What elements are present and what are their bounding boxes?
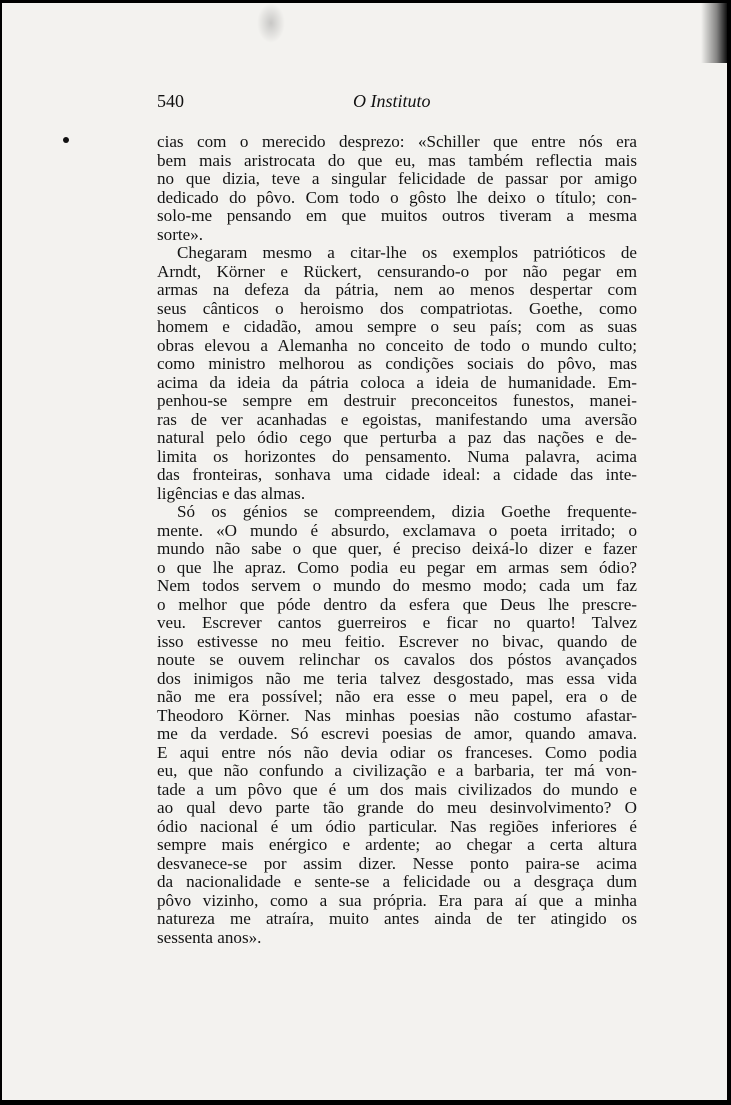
text-line: noute se ouvem relinchar os cavalos dos póstos avançados — [157, 650, 637, 669]
text-line: ligências e das almas. — [157, 483, 306, 503]
scan-edge-shadow — [701, 3, 727, 63]
text-line: sorte». — [157, 224, 204, 244]
text-line: sessenta anos». — [157, 927, 262, 947]
page-header — [157, 91, 635, 117]
text-line: solo-me pensando em que muitos outros tiveram a mesma — [157, 206, 637, 225]
text-line: natural pelo ódio cego que perturba a paz das nações e de- — [157, 428, 637, 447]
text-line: me da verdade. Só escrevi poesias de amor, quando amava. — [157, 724, 637, 743]
margin-dot — [63, 137, 69, 143]
text-line: Só os génios se compreendem, dizia Goethe frequente- — [177, 502, 637, 521]
text-line: o melhor que póde dentro da esfera que Deus lhe prescre- — [157, 594, 637, 614]
text-line: dedicado do pôvo. Com todo o gôsto lhe deixo o título; con- — [157, 187, 637, 207]
text-line: pôvo vizinho, como a sua própria. Era para aí que a minha — [157, 890, 637, 910]
text-line: sempre mais enérgico e ardente; ao chegar a certa altura — [157, 835, 637, 854]
text-line: natureza me atraíra, muito antes ainda de ter atingido os — [157, 909, 637, 928]
text-line: cias com o merecido desprezo: «Schiller que entre nós era — [157, 132, 637, 151]
text-line: eu, que não confundo a civilização e a barbaria, ter má von- — [157, 761, 637, 780]
scanned-page — [2, 3, 727, 1100]
text-line: Chegaram mesmo a citar-lhe os exemplos patrióticos de — [177, 243, 637, 262]
text-line: desvanece-se por assim dizer. Nesse ponto paira-se acima — [157, 853, 637, 873]
text-line: mundo não sabe o que quer, é preciso deixá-lo dizer e fazer — [157, 539, 637, 558]
text-line: limita os horizontes do pensamento. Numa palavra, acima — [157, 446, 637, 466]
text-line: Theodoro Körner. Nas minhas poesias não costumo afastar- — [157, 705, 637, 725]
text-line: no que dizia, teve a singular felicidade de passar por amigo — [157, 169, 637, 188]
text-line: bem mais aristrocata do que eu, mas também reflectia mais — [157, 150, 637, 170]
text-line: Arndt, Körner e Rückert, censurando-o por não pegar em — [157, 261, 637, 281]
text-line: Nem todos servem o mundo do mesmo modo; cada um faz — [157, 576, 637, 595]
scan-smudge — [257, 3, 285, 43]
text-line: da nacionalidade e sente-se a felicidade ou a desgraça dum — [157, 872, 637, 891]
text-line: ras de ver acanhadas e egoistas, manifestando uma aversão — [157, 409, 637, 429]
text-line: não me era possível; não era esse o meu papel, era o de — [157, 687, 637, 706]
body-text — [157, 133, 637, 947]
text-line: como ministro melhorou as condições sociais do pôvo, mas — [157, 354, 637, 373]
text-line: seus cânticos o heroismo dos compatriotas. Goethe, como — [157, 298, 637, 318]
text-line: obras elevou a Alemanha no conceito de todo o mundo culto; — [157, 335, 637, 355]
text-line: das fronteiras, sonhava uma cidade ideal: a cidade das inte- — [157, 465, 637, 484]
text-line: tade a um pôvo que é um dos mais civilizados do mundo e — [157, 779, 637, 799]
page-number: 540 — [157, 91, 184, 111]
text-line: veu. Escrever cantos guerreiros e ficar no quarto! Talvez — [157, 613, 637, 632]
text-line: homem e cidadão, amou sempre o seu país; com as suas — [157, 317, 637, 336]
text-line: penhou-se sempre em destruir preconceitos funestos, manei- — [157, 391, 637, 410]
text-line: o que lhe apraz. Como podia eu pegar em armas sem ódio? — [157, 557, 637, 577]
text-line: E aqui entre nós não devia odiar os franceses. Como podia — [157, 742, 637, 762]
text-line: ódio nacional é um ódio particular. Nas regiões inferiores é — [157, 816, 637, 836]
text-line: mente. «O mundo é absurdo, exclamava o poeta irritado; o — [157, 520, 637, 540]
text-line: isso estivesse no meu feitio. Escrever no bivac, quando de — [157, 631, 637, 651]
text-line: ao qual devo parte tão grande do meu desinvolvimento? O — [157, 798, 637, 817]
text-line: armas na defeza da pátria, nem ao menos despertar com — [157, 280, 637, 299]
text-line: dos inimigos não me teria talvez desgostado, mas essa vida — [157, 668, 637, 688]
text-line: acima da ideia da pátria coloca a ideia de humanidade. Em- — [157, 372, 637, 392]
running-title: O Instituto — [353, 91, 431, 111]
